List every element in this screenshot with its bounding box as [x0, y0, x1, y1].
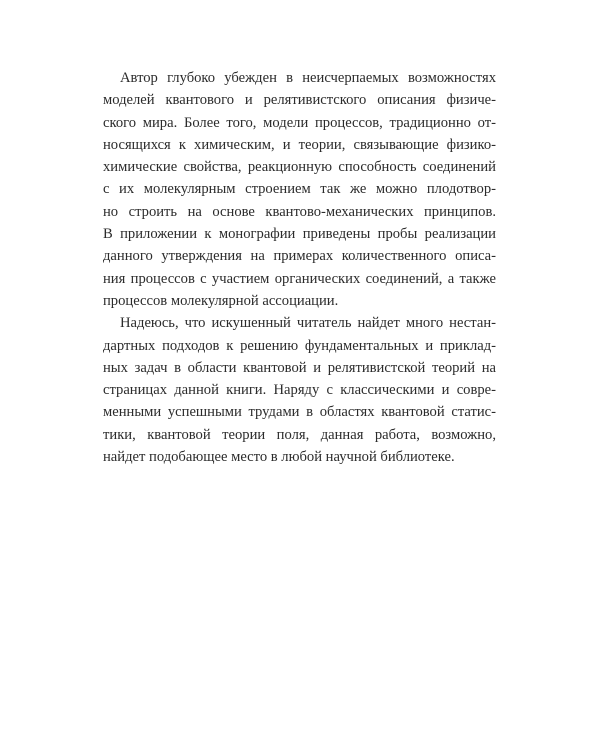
text-line: данного утверждения на примерах количественного описа- [103, 248, 496, 265]
text-line: менными успешными трудами в областях квантовой статис- [103, 404, 496, 421]
body-text [103, 67, 496, 468]
text-line: ных задач в области квантовой и релятивистской теорий на [103, 359, 496, 376]
text-line: носящихся к химическим, и теории, связывающие физико- [103, 136, 496, 153]
text-line: страницах данной книги. Наряду с классическими и совре- [103, 382, 496, 399]
text-line: химические свойства, реакционную способность соединений [103, 159, 496, 176]
text-line: моделей квантового и релятивистского описания физиче- [103, 92, 496, 109]
text-line: Надеюсь, что искушенный читатель найдет много нестан- [120, 315, 496, 332]
text-line: дартных подходов к решению фундаментальных и приклад- [103, 337, 496, 354]
text-line: найдет подобающее место в любой научной библиотеке. [103, 449, 455, 466]
text-line: Автор глубоко убежден в неисчерпаемых возможностях [120, 70, 496, 86]
text-line: ского мира. Более того, модели процессов, традиционно от- [103, 114, 496, 131]
text-line: с их молекулярным строением так же можно плодотвор- [103, 181, 496, 198]
text-line: процессов молекулярной ассоциации. [103, 292, 339, 309]
text-line: тики, квантовой теории поля, данная работа, возможно, [103, 426, 496, 443]
paragraph-1 [103, 67, 496, 312]
text-line: но строить на основе квантово-механических принципов. [103, 203, 496, 220]
text-line: В приложении к монографии приведены пробы реализации [103, 226, 496, 243]
text-line: ния процессов с участием органических соединений, а также [103, 270, 496, 287]
paragraph-2 [103, 312, 496, 468]
